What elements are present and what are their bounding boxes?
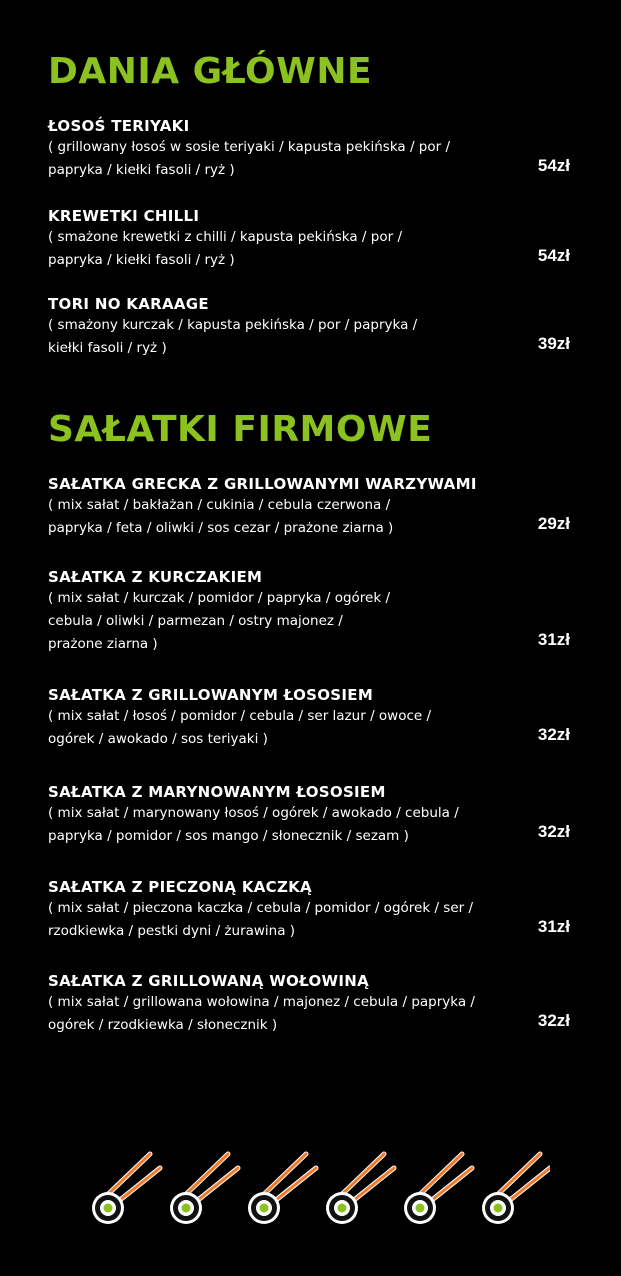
section-title-main-dishes: DANIA GŁÓWNE xyxy=(48,51,373,92)
menu-item xyxy=(48,206,588,272)
menu-item xyxy=(48,116,588,182)
sushi-decor-row xyxy=(80,1148,550,1228)
menu-item xyxy=(48,685,588,751)
sushi-chopsticks-icon xyxy=(326,1154,394,1224)
item-description: ( smażony kurczak / kapusta pekińska / por / papryka / kiełki fasoli / ryż ) xyxy=(48,317,418,356)
menu-item xyxy=(48,567,588,656)
item-price: 54zł xyxy=(537,246,570,265)
item-description: ( mix sałat / bakłażan / cukinia / cebula czerwona / papryka / feta / oliwki / sos cezar / prażone ziarna ) xyxy=(48,497,394,536)
item-description: ( mix sałat / kurczak / pomidor / papryka / ogórek / cebula / oliwki / parmezan / ostry majonez / prażone ziarna ) xyxy=(48,590,391,652)
sushi-chopsticks-icon xyxy=(92,1154,160,1224)
item-price: 31zł xyxy=(537,917,570,936)
item-name: SAŁATKA Z GRILLOWANYM ŁOSOSIEM xyxy=(48,686,374,704)
item-name: SAŁATKA GRECKA Z GRILLOWANYMI WARZYWAMI xyxy=(48,475,477,493)
menu-item xyxy=(48,971,588,1037)
item-name: SAŁATKA Z GRILLOWANĄ WOŁOWINĄ xyxy=(48,972,370,990)
item-description: ( mix sałat / pieczona kaczka / cebula / pomidor / ogórek / ser / rzodkiewka / pestki dyni / żurawina ) xyxy=(48,900,474,939)
sushi-chopsticks-icon xyxy=(404,1154,472,1224)
item-price: 39zł xyxy=(537,334,570,353)
item-price: 32zł xyxy=(537,1011,570,1030)
menu-item xyxy=(48,877,588,943)
item-description: ( mix sałat / grillowana wołowina / majonez / cebula / papryka / ogórek / rzodkiewka / słonecznik ) xyxy=(48,994,475,1033)
sushi-chopsticks-icon xyxy=(170,1154,238,1224)
item-name: SAŁATKA Z KURCZAKIEM xyxy=(48,568,263,586)
menu-item xyxy=(48,782,588,848)
item-description: ( smażone krewetki z chilli / kapusta pekińska / por / papryka / kiełki fasoli / ryż ) xyxy=(48,229,402,268)
section-title-signature-salads: SAŁATKI FIRMOWE xyxy=(48,409,433,450)
item-name: SAŁATKA Z PIECZONĄ KACZKĄ xyxy=(48,878,312,896)
menu-item xyxy=(48,294,588,360)
item-price: 29zł xyxy=(537,514,570,533)
item-name: TORI NO KARAAGE xyxy=(48,295,209,313)
item-price: 32zł xyxy=(537,725,570,744)
item-price: 31zł xyxy=(537,630,570,649)
item-name: ŁOSOŚ TERIYAKI xyxy=(48,117,190,135)
item-name: KREWETKI CHILLI xyxy=(48,207,200,225)
item-price: 54zł xyxy=(537,156,570,175)
item-price: 32zł xyxy=(537,822,570,841)
sushi-chopsticks-icon xyxy=(482,1154,550,1224)
item-description: ( grillowany łosoś w sosie teriyaki / kapusta pekińska / por / papryka / kiełki fasoli / ryż ) xyxy=(48,139,451,178)
item-name: SAŁATKA Z MARYNOWANYM ŁOSOSIEM xyxy=(48,783,386,801)
sushi-decor-svg xyxy=(80,1148,550,1228)
item-description: ( mix sałat / marynowany łosoś / ogórek / awokado / cebula / papryka / pomidor / sos mango / słonecznik / sezam ) xyxy=(48,805,459,844)
item-description: ( mix sałat / łosoś / pomidor / cebula / ser lazur / owoce / ogórek / awokado / sos teriyaki ) xyxy=(48,708,432,747)
menu-item xyxy=(48,474,588,540)
sushi-chopsticks-icon xyxy=(248,1154,316,1224)
